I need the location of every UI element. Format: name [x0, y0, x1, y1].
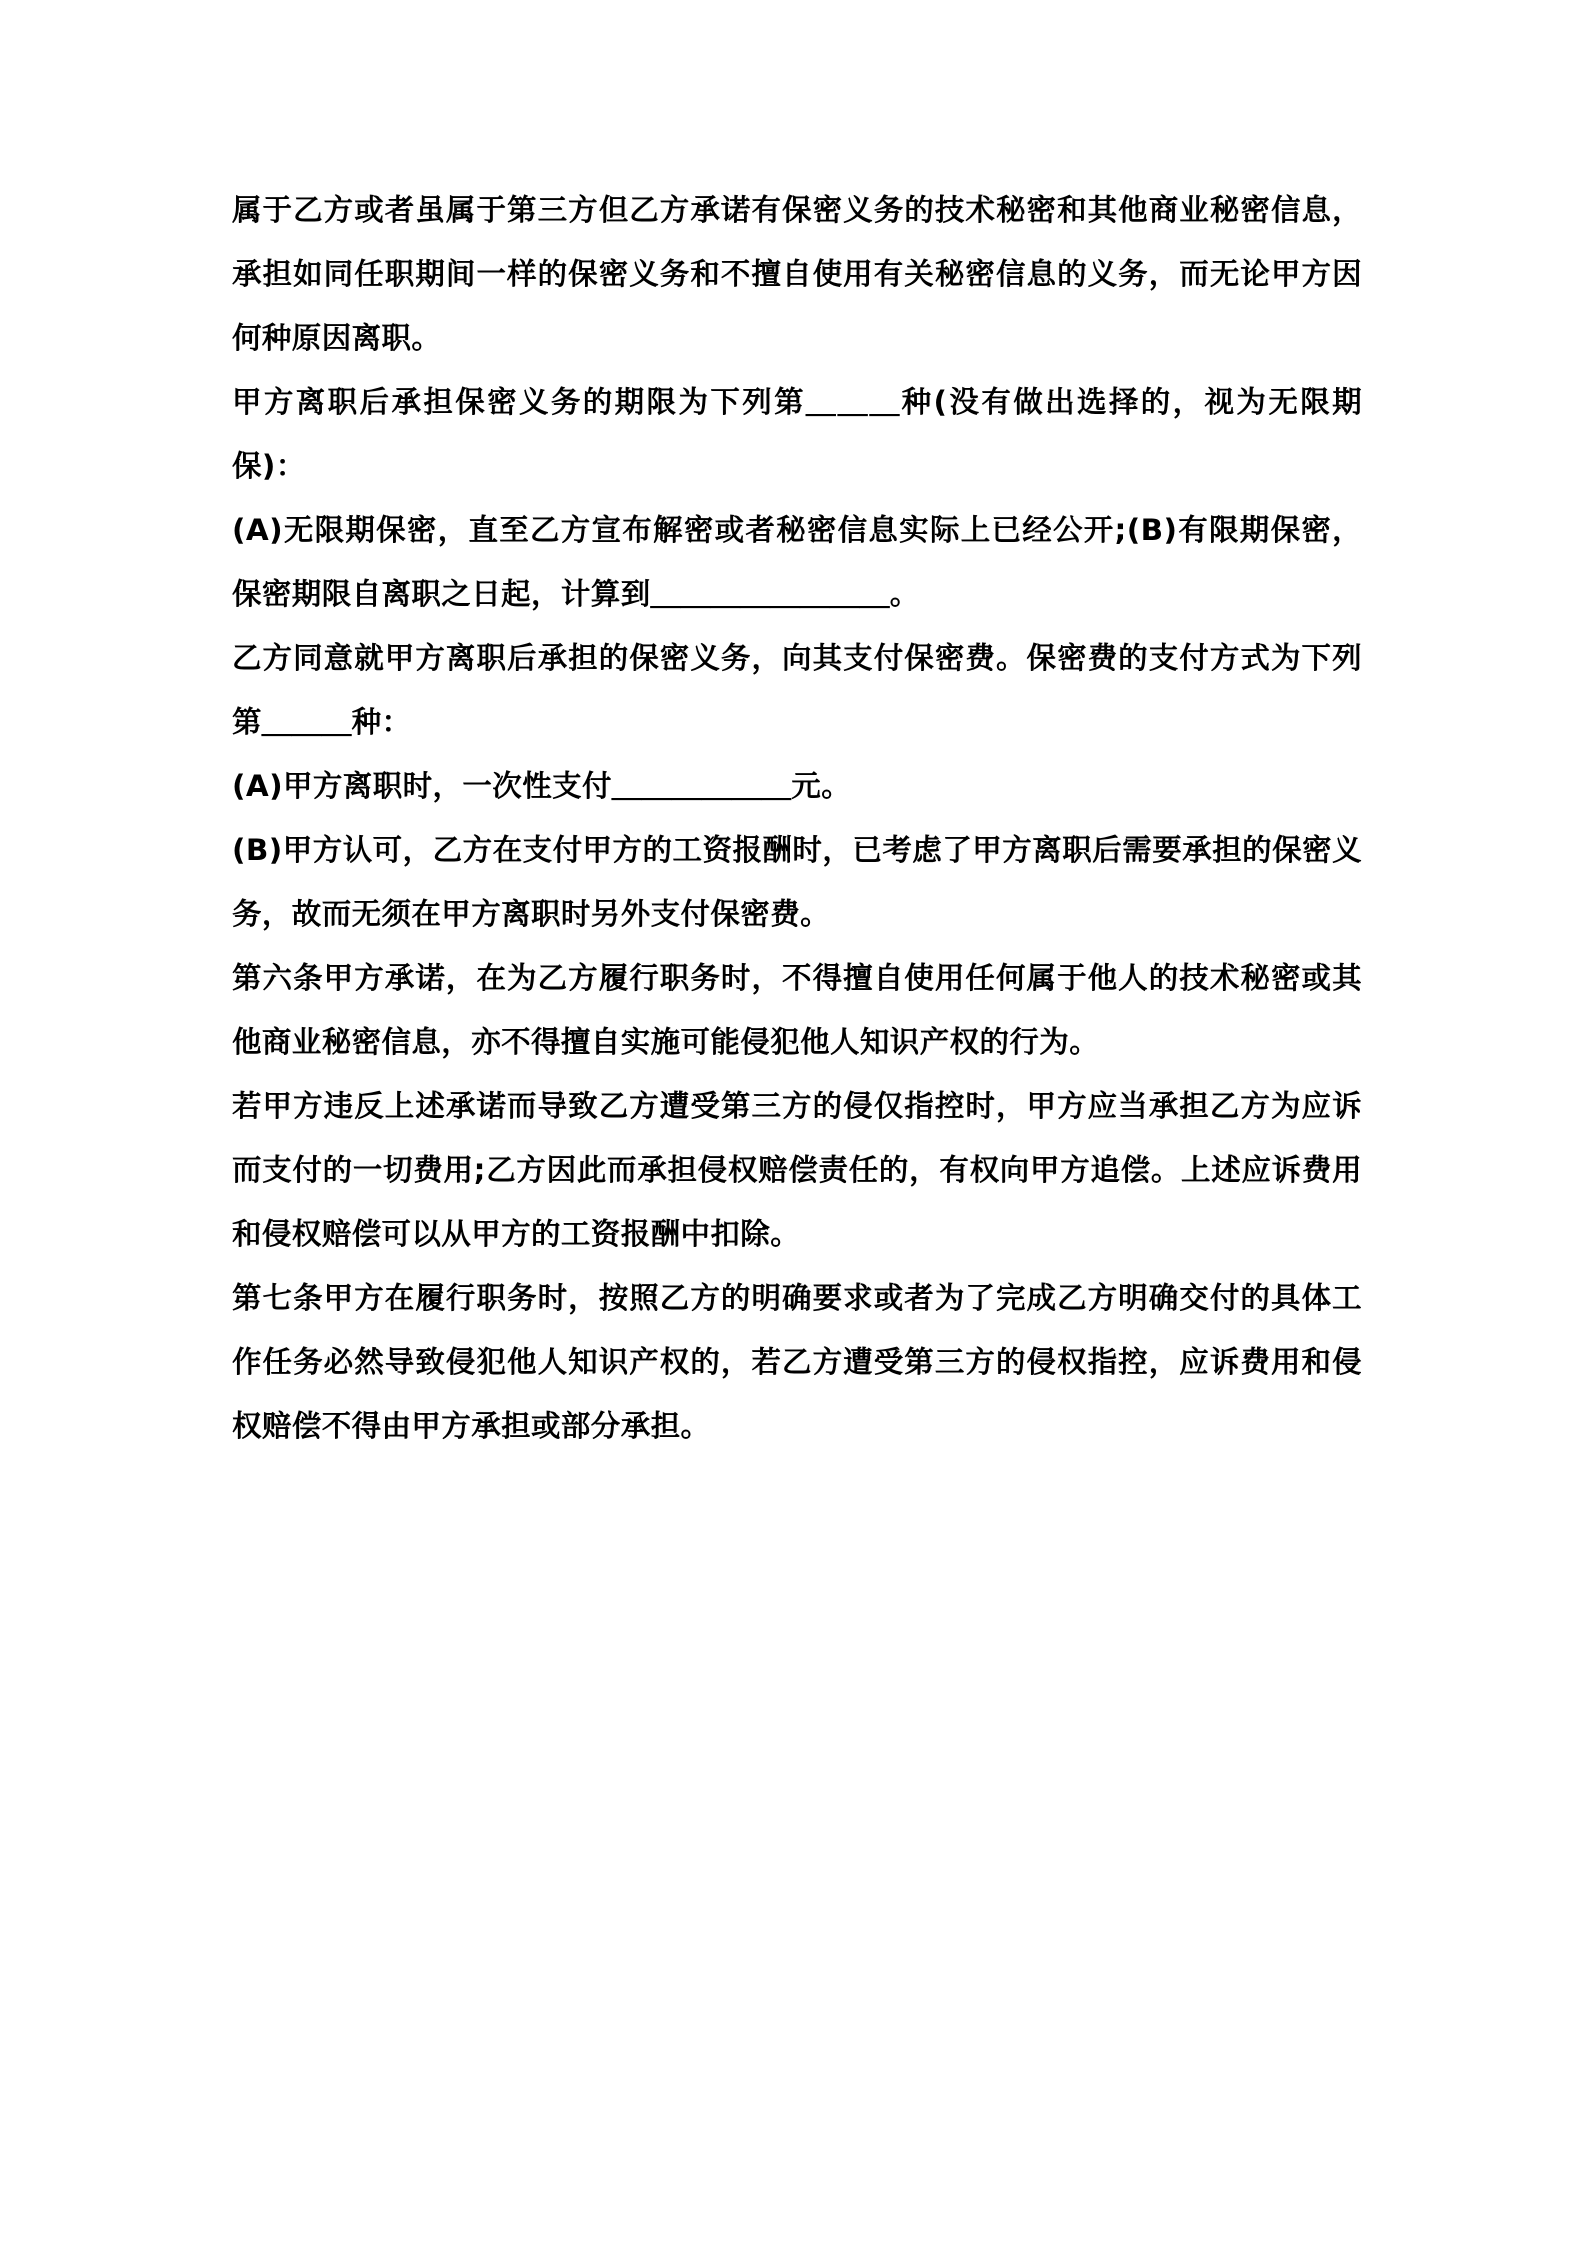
- paragraph-9: 第七条甲方在履行职务时，按照乙方的明确要求或者为了完成乙方明确交付的具体工作任务必然导致侵犯他人知识产权的，若乙方遭受第三方的侵权指控，应诉费用和侵权赔偿不得由甲方承担或部分承担。: [232, 1281, 1362, 1443]
- paragraph-4: 乙方同意就甲方离职后承担的保密义务，向其支付保密费。保密费的支付方式为下列第＿＿＿种：: [232, 641, 1362, 739]
- paragraph-5: (A)甲方离职时，一次性支付＿＿＿＿＿＿元。: [232, 769, 852, 803]
- paragraph-2: 甲方离职后承担保密义务的期限为下列第＿＿＿种(没有做出选择的，视为无限期保)：: [232, 385, 1362, 483]
- paragraph-8: 若甲方违反上述承诺而导致乙方遭受第三方的侵仅指控时，甲方应当承担乙方为应诉而支付的一切费用;乙方因此而承担侵权赔偿责任的，有权向甲方追偿。上述应诉费用和侵权赔偿可以从甲方的工资报酬中扣除。: [232, 1089, 1362, 1251]
- paragraph-7: 第六条甲方承诺，在为乙方履行职务时，不得擅自使用任何属于他人的技术秘密或其他商业秘密信息，亦不得擅自实施可能侵犯他人知识产权的行为。: [232, 961, 1362, 1059]
- document-text-body: [232, 178, 1362, 1458]
- paragraph-6: (B)甲方认可，乙方在支付甲方的工资报酬时，已考虑了甲方离职后需要承担的保密义务，故而无须在甲方离职时另外支付保密费。: [232, 833, 1362, 931]
- paragraph-3: (A)无限期保密，直至乙方宣布解密或者秘密信息实际上已经公开;(B)有限期保密，保密期限自离职之日起，计算到＿＿＿＿＿＿＿＿。: [232, 513, 1362, 611]
- paragraph-1: 属于乙方或者虽属于第三方但乙方承诺有保密义务的技术秘密和其他商业秘密信息，承担如同任职期间一样的保密义务和不擅自使用有关秘密信息的义务，而无论甲方因何种原因离职。: [232, 193, 1362, 355]
